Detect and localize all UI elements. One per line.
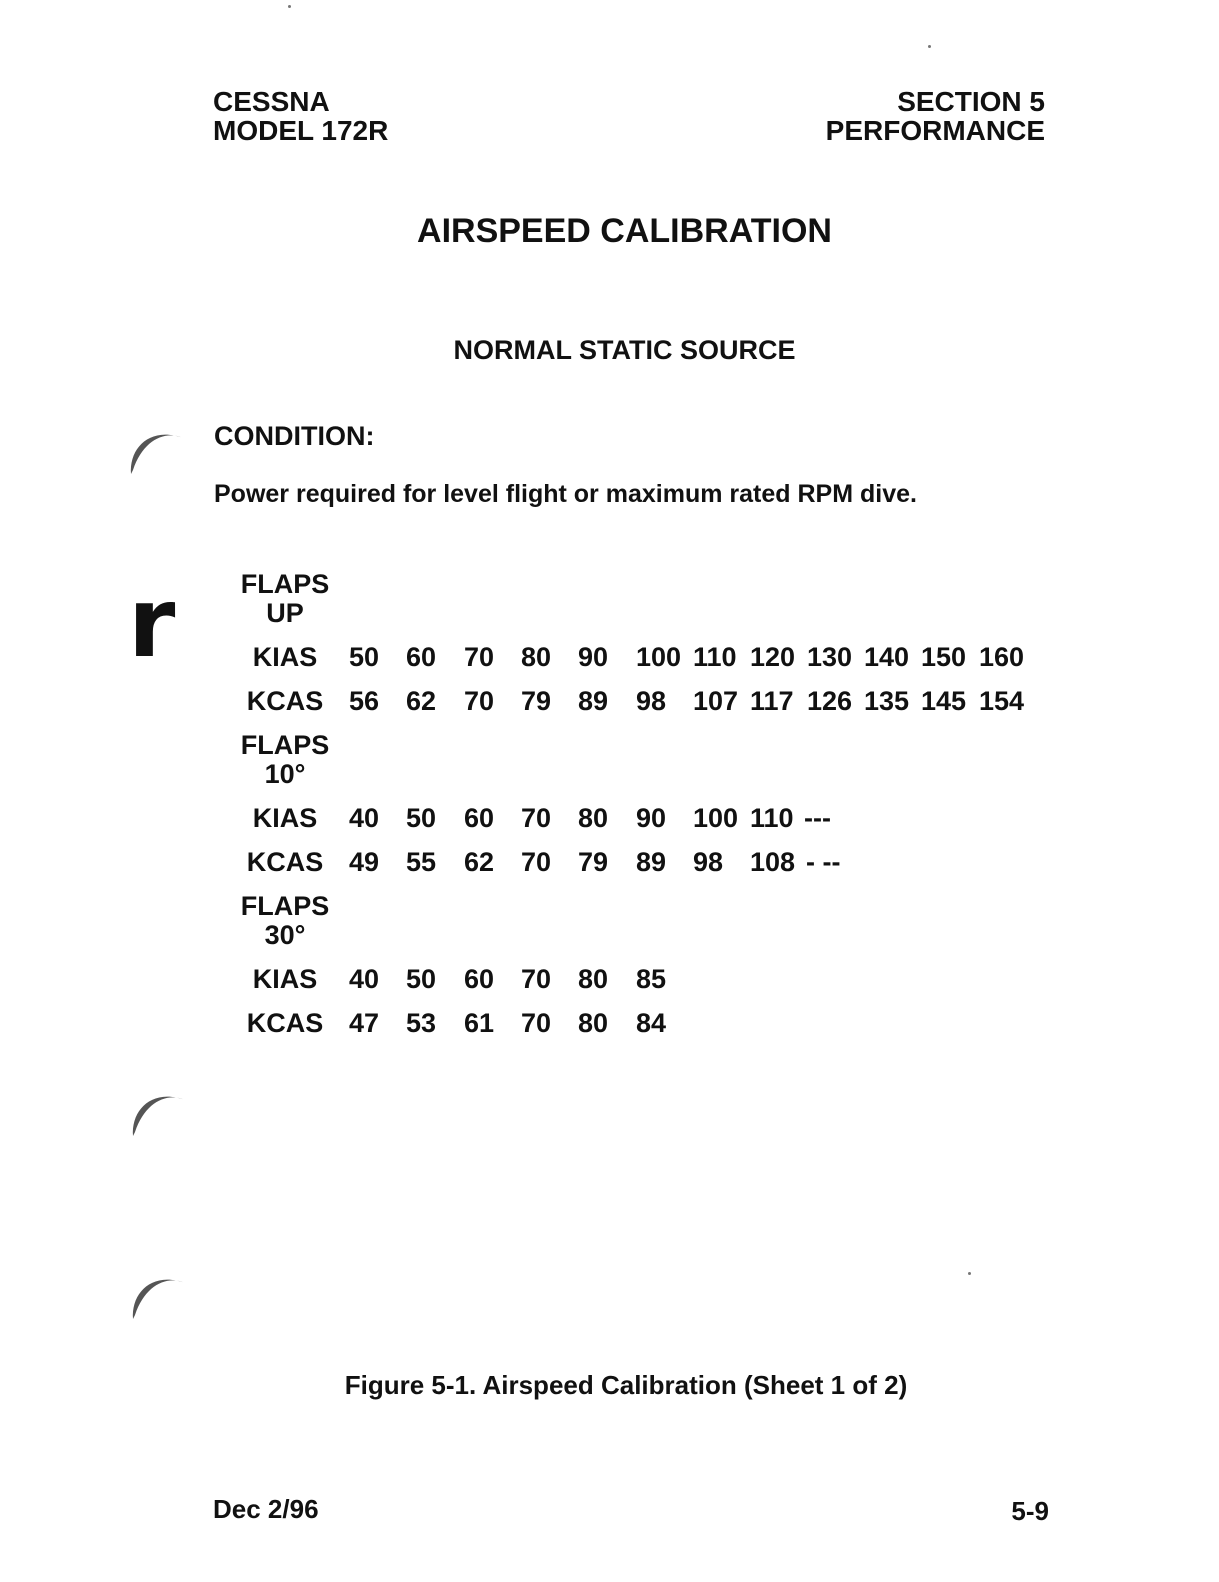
table-cell: 100	[693, 803, 739, 833]
table-cell: 56	[349, 686, 380, 716]
punch-hole-icon	[127, 1080, 187, 1140]
table-cell: 85	[636, 964, 667, 994]
footer-date: Dec 2/96	[213, 1494, 319, 1524]
header-right	[826, 87, 1045, 145]
table-cell: 70	[464, 642, 495, 672]
flaps-group-label: FLAPS UP	[240, 569, 330, 628]
table-cell: 120	[750, 642, 796, 672]
table-cell: 80	[578, 1008, 609, 1038]
row-label-kcas: KCAS	[246, 847, 324, 877]
table-cell: 62	[406, 686, 437, 716]
table-cell: 100	[636, 642, 682, 672]
table-cell: - --	[806, 847, 841, 877]
table-cell: 60	[464, 964, 495, 994]
condition-text: Power required for level flight or maximum rated RPM dive.	[214, 480, 917, 508]
table-cell: 80	[578, 964, 609, 994]
table-cell: 90	[636, 803, 667, 833]
section-number: SECTION 5	[897, 86, 1045, 117]
page-number: 5-9	[1011, 1496, 1049, 1526]
table-cell: 84	[636, 1008, 667, 1038]
table-cell: 154	[979, 686, 1025, 716]
manufacturer-name: CESSNA	[213, 86, 330, 117]
table-cell: 60	[406, 642, 437, 672]
table-cell: 145	[921, 686, 967, 716]
table-cell: 98	[636, 686, 667, 716]
row-label-kcas: KCAS	[246, 1008, 324, 1038]
table-cell: 61	[464, 1008, 495, 1038]
section-name: PERFORMANCE	[825, 115, 1045, 146]
table-cell: 135	[864, 686, 910, 716]
table-cell: 55	[406, 847, 437, 877]
table-cell: 110	[693, 642, 737, 672]
table-cell: 140	[864, 642, 910, 672]
table-cell: 79	[521, 686, 552, 716]
table-cell: 89	[578, 686, 609, 716]
scan-speck	[288, 5, 291, 8]
condition-heading: CONDITION:	[214, 421, 375, 451]
scan-speck	[968, 1272, 971, 1275]
table-cell: 80	[578, 803, 609, 833]
table-cell: 107	[693, 686, 739, 716]
table-cell: 80	[521, 642, 552, 672]
table-cell: 110	[750, 803, 794, 833]
table-cell: 50	[406, 803, 437, 833]
revision-mark: r	[128, 567, 176, 679]
table-cell: 70	[521, 847, 552, 877]
table-cell: 70	[464, 686, 495, 716]
table-cell: 98	[693, 847, 724, 877]
table-cell: 50	[349, 642, 380, 672]
row-label-kias: KIAS	[252, 964, 318, 994]
table-cell: ---	[804, 803, 831, 833]
page-subtitle: NORMAL STATIC SOURCE	[453, 335, 796, 365]
table-cell: 130	[807, 642, 853, 672]
model-name: MODEL 172R	[213, 115, 389, 146]
table-cell: 40	[349, 964, 380, 994]
header-left	[213, 87, 388, 145]
flaps-group-label: FLAPS 30°	[240, 891, 330, 950]
table-cell: 160	[979, 642, 1025, 672]
table-cell: 47	[349, 1008, 380, 1038]
table-cell: 89	[636, 847, 667, 877]
table-cell: 62	[464, 847, 495, 877]
scan-speck	[928, 45, 931, 48]
table-cell: 40	[349, 803, 380, 833]
flaps-group-label: FLAPS 10°	[240, 730, 330, 789]
row-label-kias: KIAS	[252, 803, 318, 833]
table-cell: 79	[578, 847, 609, 877]
punch-hole-icon	[127, 1263, 187, 1323]
page-title: AIRSPEED CALIBRATION	[417, 212, 832, 250]
table-cell: 108	[750, 847, 796, 877]
table-cell: 70	[521, 964, 552, 994]
table-cell: 90	[578, 642, 609, 672]
table-cell: 126	[807, 686, 853, 716]
row-label-kias: KIAS	[252, 642, 318, 672]
table-cell: 49	[349, 847, 380, 877]
table-cell: 53	[406, 1008, 437, 1038]
table-cell: 60	[464, 803, 495, 833]
row-label-kcas: KCAS	[246, 686, 324, 716]
table-cell: 70	[521, 1008, 552, 1038]
table-cell: 150	[921, 642, 967, 672]
figure-caption: Figure 5-1. Airspeed Calibration (Sheet 1 of 2)	[344, 1370, 908, 1400]
table-cell: 117	[750, 686, 794, 716]
punch-hole-icon	[125, 418, 185, 478]
table-cell: 50	[406, 964, 437, 994]
table-cell: 70	[521, 803, 552, 833]
